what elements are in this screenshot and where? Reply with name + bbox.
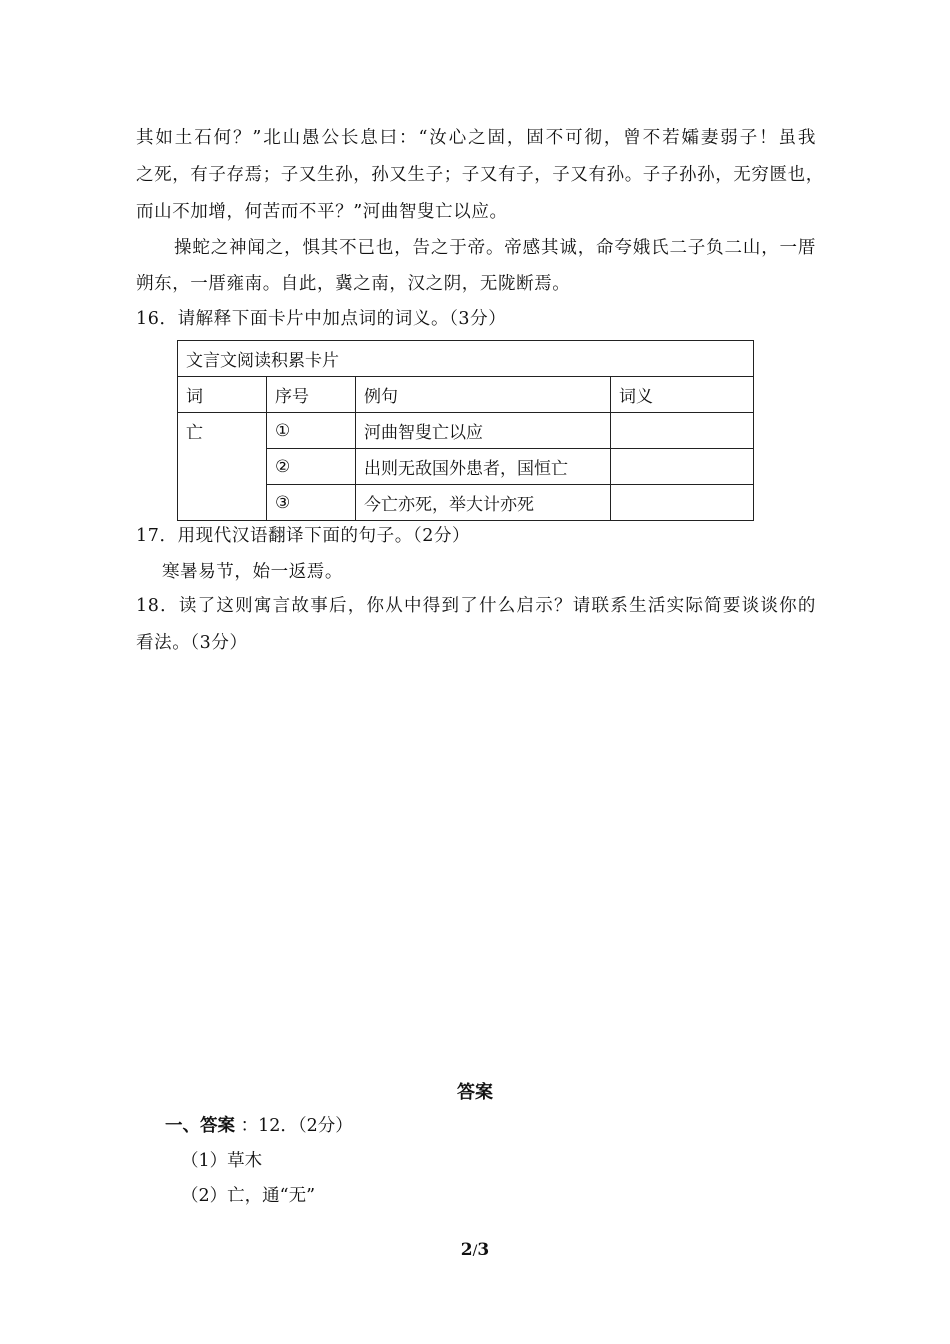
card-title-row: [178, 341, 754, 377]
reading-card-table: [177, 340, 754, 521]
header-word: 词: [178, 377, 267, 413]
card-title: 文言文阅读积累卡片: [178, 341, 754, 377]
card-row-sentence: 今亡亦死，举大计亦死: [356, 485, 611, 521]
answer-heading: 答案: [457, 1082, 493, 1103]
question-18-line-2: 看法。（3分）: [136, 633, 248, 653]
answer-item-2: （2）亡，通“无”: [181, 1186, 316, 1206]
passage-line-3: 而山不加增，何苦而不平？”河曲智叟亡以应。: [136, 202, 508, 222]
question-18-line-1: 18．读了这则寓言故事后，你从中得到了什么启示？请联系生活实际简要谈谈你的: [136, 596, 816, 616]
question-17-sentence: 寒暑易节，始一返焉。: [162, 562, 343, 582]
passage-line-1: 其如土石何？”北山愚公长息曰：“汝心之固，固不可彻，曾不若孀妻弱子！虽我: [136, 128, 816, 148]
page-number: [0, 1240, 950, 1260]
page-total: 3: [477, 1240, 490, 1260]
card-row-meaning-blank[interactable]: [611, 485, 754, 521]
card-row-number: ②: [267, 449, 356, 485]
card-row: [178, 413, 754, 449]
question-17: 17．用现代汉语翻译下面的句子。（2分）: [136, 526, 471, 546]
card-row-number: ③: [267, 485, 356, 521]
card-row-number: ①: [267, 413, 356, 449]
header-meaning: 词义: [611, 377, 754, 413]
card-row-sentence: 出则无敌国外患者，国恒亡: [356, 449, 611, 485]
answer-section-rest: ：12．（2分）: [240, 1116, 353, 1136]
card-row-sentence: 河曲智叟亡以应: [356, 413, 611, 449]
card-word: 亡: [178, 413, 267, 521]
header-example: 例句: [356, 377, 611, 413]
passage-line-4: 操蛇之神闻之，惧其不已也，告之于帝。帝感其诚，命夸娥氏二子负二山，一厝: [174, 238, 816, 258]
answer-section-line: [165, 1114, 353, 1138]
passage-line-5: 朔东，一厝雍南。自此，冀之南，汉之阴，无陇断焉。: [136, 274, 571, 294]
page-separator: /: [472, 1243, 478, 1259]
answer-item-1: （1）草木: [181, 1151, 263, 1171]
passage-line-2: 之死，有子存焉；子又生孙，孙又生子；子又有子，子又有孙。子子孙孙，无穷匮也，: [136, 165, 824, 185]
answer-section-label: 一、答案: [165, 1116, 235, 1136]
question-16: 16．请解释下面卡片中加点词的词义。（3分）: [136, 309, 507, 329]
card-header-row: [178, 377, 754, 413]
card-row-meaning-blank[interactable]: [611, 449, 754, 485]
page-current: 2: [460, 1240, 473, 1260]
header-number: 序号: [267, 377, 356, 413]
card-row-meaning-blank[interactable]: [611, 413, 754, 449]
